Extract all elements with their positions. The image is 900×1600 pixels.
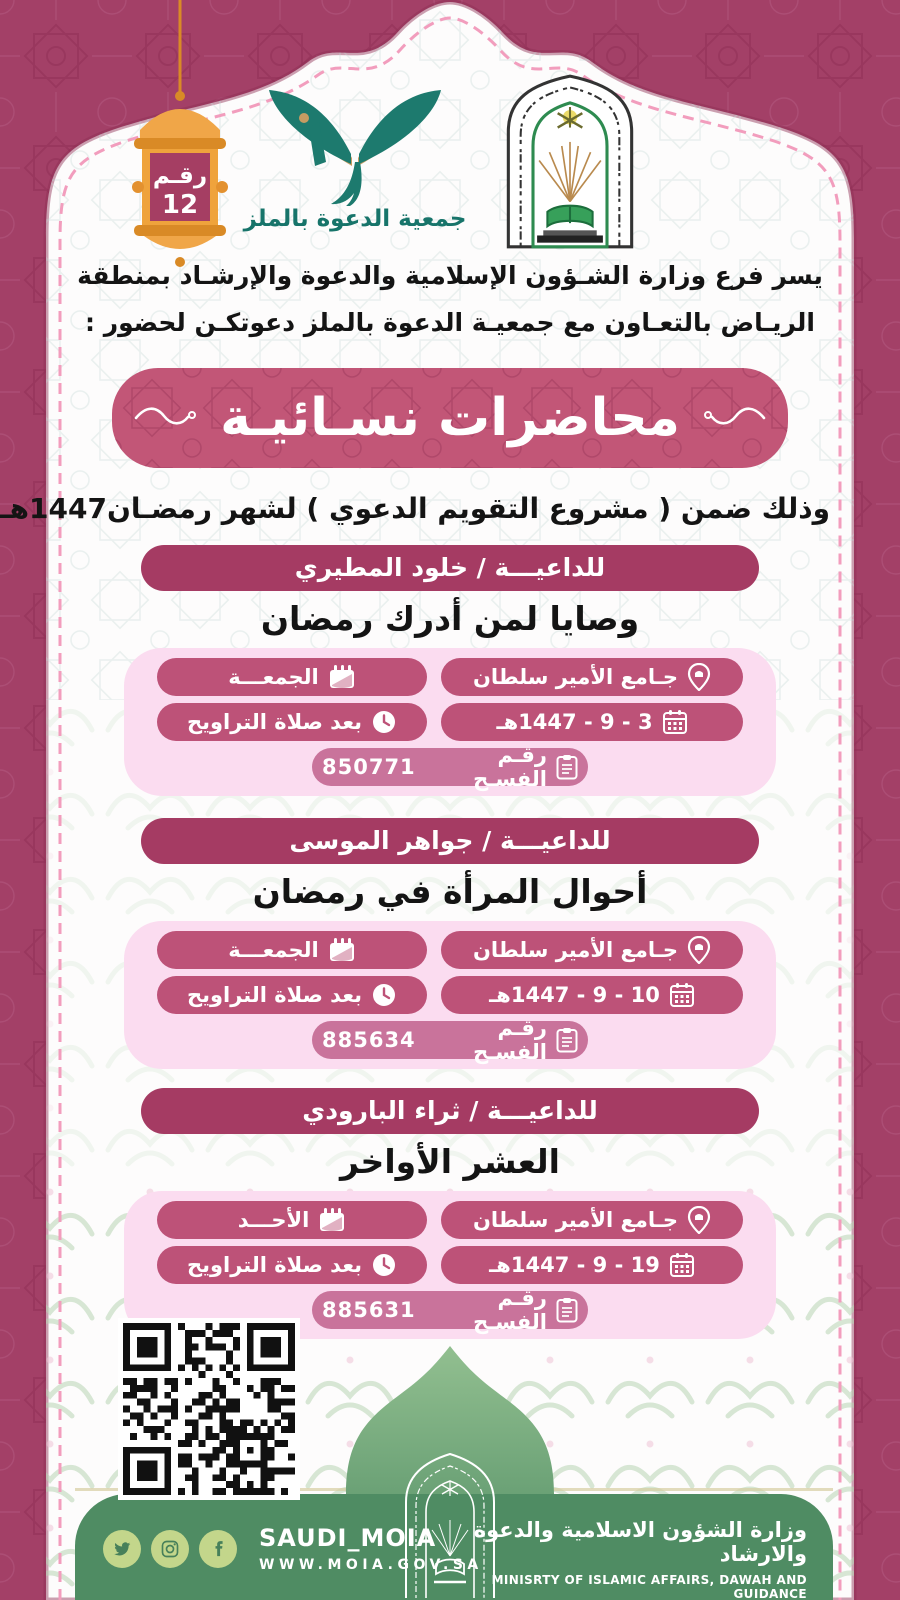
lecture-card <box>124 648 776 796</box>
lantern-number-badge <box>110 0 250 272</box>
permit-pill <box>312 1286 588 1334</box>
venue-pill <box>441 1201 743 1239</box>
location-pin-icon <box>687 663 711 691</box>
ministry-emblem-outline <box>392 1450 508 1600</box>
lecture-block-1 <box>60 545 840 797</box>
flourish-icon <box>134 405 198 431</box>
date-label: 19 - 9 - 1447هـ <box>489 1253 660 1277</box>
clipboard-icon <box>556 1027 578 1053</box>
venue-label: جـامع الأمير سلطان <box>472 1208 679 1232</box>
lecture-topic: العشر الأواخر <box>340 1142 560 1181</box>
social-handle: SAUDI_MOIA <box>259 1524 437 1552</box>
calendar-grid-icon <box>669 1252 695 1278</box>
lecture-topic: وصايا لمن أدرك رمضان <box>260 599 640 638</box>
venue-pill <box>441 931 743 969</box>
day-pill <box>157 931 427 969</box>
twitter-icon <box>103 1530 141 1568</box>
lecture-topic: أحوال المرأة في رمضان <box>252 872 648 911</box>
clock-icon <box>371 709 397 735</box>
intro-line-2: الريـاض بالتعـاون مع جمعيـة الدعوة بالملز دعوتكـن لحضور : <box>85 308 815 337</box>
subtitle: وذلك ضمن ( مشروع التقويم الدعوي ) لشهر رمضـان1447هـ <box>0 492 830 525</box>
permit-pill <box>312 1016 588 1064</box>
ministry-logo <box>465 70 675 255</box>
intro-line-1: يسر فرع وزارة الشـؤون الإسلامية والدعوة والإرشـاد بمنطقة <box>77 261 823 290</box>
speaker-banner: للداعيـــة / ثراء البارودي <box>141 1088 759 1134</box>
day-label: الجمعـــة <box>228 665 319 689</box>
date-pill <box>441 703 743 741</box>
time-label: بعد صلاة التراويح <box>186 1253 363 1277</box>
permit-number: 850771 <box>322 755 416 779</box>
speaker-banner: للداعيـــة / جواهر الموسى <box>141 818 759 864</box>
permit-label: رقـم الفسـح <box>473 1286 547 1334</box>
instagram-icon <box>151 1530 189 1568</box>
website-url: WWW.MOIA.GOV.SA <box>259 1557 483 1573</box>
day-label: الجمعـــة <box>228 938 319 962</box>
clipboard-icon <box>556 1297 578 1323</box>
lecture-block-3 <box>60 1088 840 1340</box>
lecture-block-2 <box>60 818 840 1070</box>
badge-number: 12 <box>161 190 199 220</box>
association-logo <box>255 84 455 206</box>
venue-label: جـامع الأمير سلطان <box>472 938 679 962</box>
day-pill <box>157 1201 427 1239</box>
intro-text <box>70 252 830 346</box>
poster-title: محاضرات نسـائيـة <box>220 388 680 448</box>
date-label: 10 - 9 - 1447هـ <box>489 983 660 1007</box>
day-label: الأحـــد <box>237 1208 310 1232</box>
qr-code <box>118 1318 300 1500</box>
calendar-grid-icon <box>669 982 695 1008</box>
permit-number: 885634 <box>322 1028 416 1052</box>
clock-icon <box>371 982 397 1008</box>
facebook-icon <box>199 1530 237 1568</box>
permit-label: رقـم الفسـح <box>473 1016 547 1064</box>
permit-number: 885631 <box>322 1298 416 1322</box>
lecture-card <box>124 1191 776 1339</box>
qr-code-image <box>123 1323 295 1495</box>
ministry-name-english: MINISRTY OF ISLAMIC AFFAIRS, DAWAH AND GUIDANCE <box>491 1573 807 1600</box>
permit-label: رقـم الفسـح <box>473 743 547 791</box>
date-pill <box>441 1246 743 1284</box>
time-label: بعد صلاة التراويح <box>186 710 363 734</box>
badge-label: رقـم <box>152 163 208 189</box>
calendar-grid-icon <box>662 709 688 735</box>
flip-calendar-icon <box>328 937 356 963</box>
date-pill <box>441 976 743 1014</box>
venue-label: جـامع الأمير سلطان <box>472 665 679 689</box>
location-pin-icon <box>687 1206 711 1234</box>
speaker-banner: للداعيـــة / خلود المطيري <box>141 545 759 591</box>
flourish-icon <box>702 405 766 431</box>
association-name: جمعية الدعوة بالملز <box>243 206 467 232</box>
lecture-card <box>124 921 776 1069</box>
date-label: 3 - 9 - 1447هـ <box>496 710 653 734</box>
venue-pill <box>441 658 743 696</box>
flip-calendar-icon <box>328 664 356 690</box>
permit-pill <box>312 743 588 791</box>
flip-calendar-icon <box>318 1207 346 1233</box>
time-pill <box>157 703 427 741</box>
clock-icon <box>371 1252 397 1278</box>
location-pin-icon <box>687 936 711 964</box>
time-pill <box>157 976 427 1014</box>
time-pill <box>157 1246 427 1284</box>
day-pill <box>157 658 427 696</box>
ministry-name-arabic: وزارة الشؤون الاسلامية والدعوة والارشاد <box>473 1518 807 1566</box>
clipboard-icon <box>556 754 578 780</box>
title-banner <box>112 368 788 468</box>
time-label: بعد صلاة التراويح <box>186 983 363 1007</box>
